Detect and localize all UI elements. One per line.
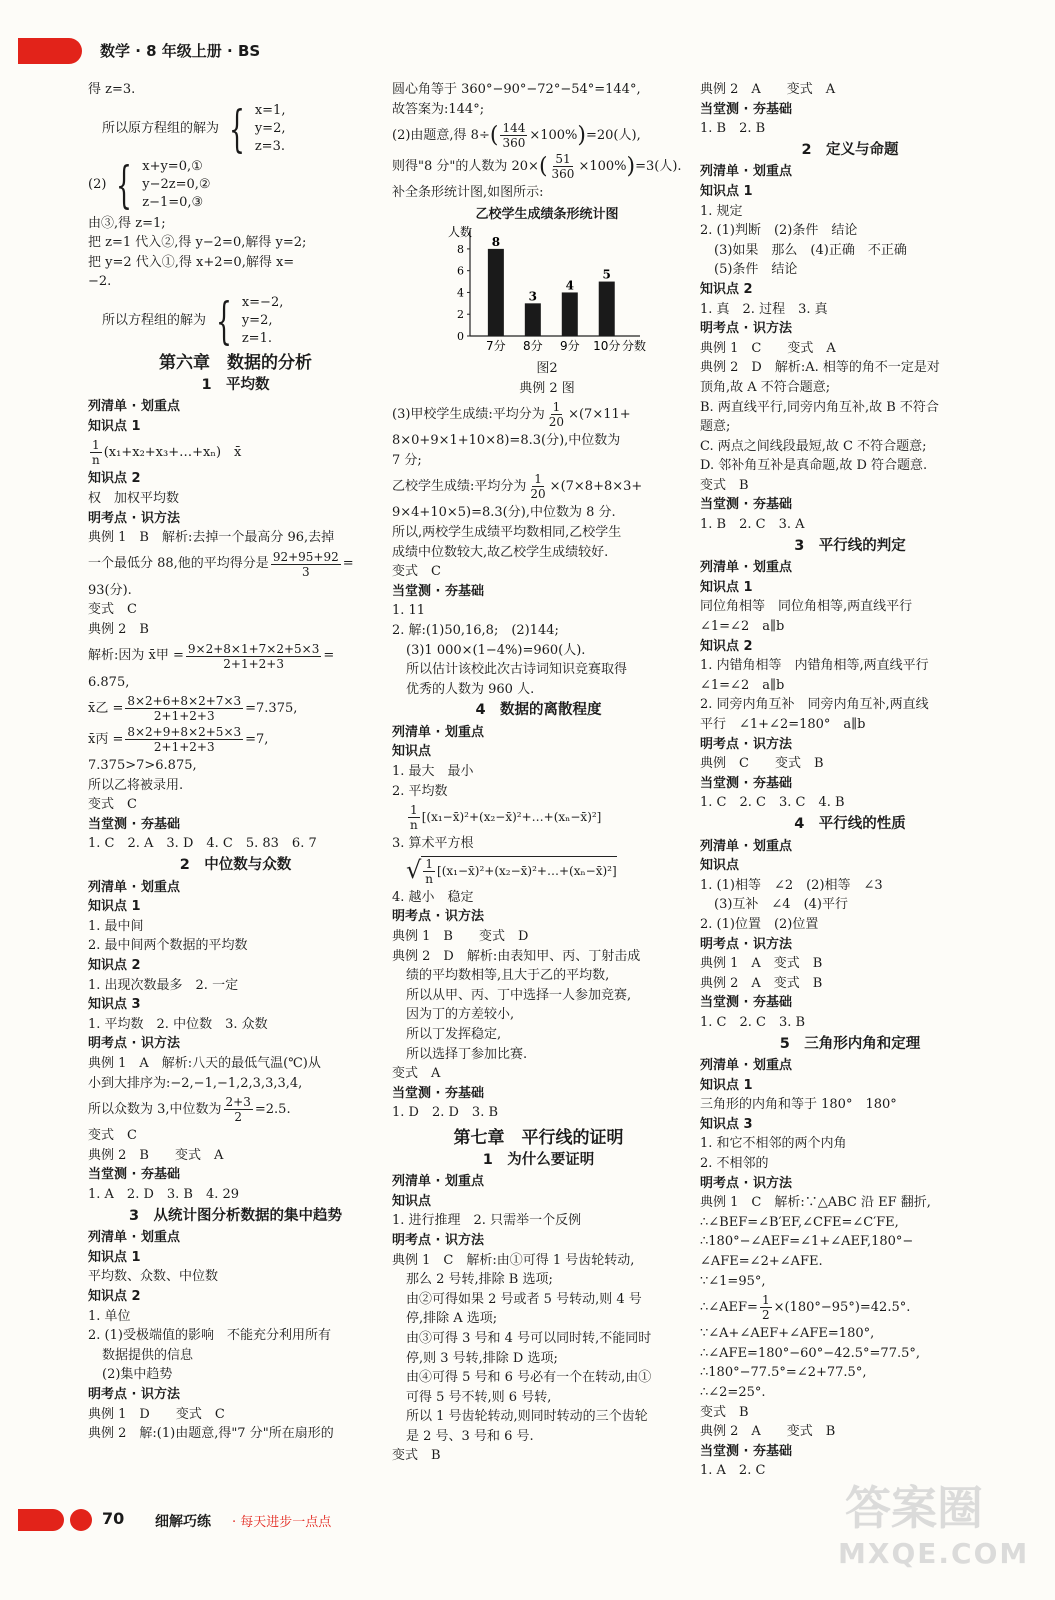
text-line: 得 z=3. xyxy=(88,82,136,97)
text-line: 同位角相等 同位角相等,两直线平行 xyxy=(700,599,913,615)
answer-line: 1. B 2. B xyxy=(700,121,766,137)
subheading: 列清单 · 划重点 xyxy=(392,1174,484,1190)
text-line: 是 2 号、3 号和 6 号. xyxy=(406,1428,534,1444)
text-line: 变式 C xyxy=(392,564,441,580)
text-line: 把 y=2 代入①,得 x+2=0,解得 x= xyxy=(88,254,295,270)
subheading: 列清单 · 划重点 xyxy=(88,399,180,415)
answer-line: 1. B 2. C 3. A xyxy=(700,517,805,533)
subheading: 知识点 2 xyxy=(88,1288,141,1304)
text-line: 1. 平均数 2. 中位数 3. 众数 xyxy=(88,1016,268,1032)
text-line: 典例 2 D 解析:A. 相等的角不一定是对 xyxy=(700,360,940,376)
text-line: 平行 ∠1+∠2=180° a∥b xyxy=(700,717,866,732)
text-line: 8×0+9×1+10×8)=8.3(分),中位数为 xyxy=(392,433,621,449)
y-tick-label: 2 xyxy=(457,308,464,322)
equation: 乙校学生成绩:平均分为 $\frac{1}{20}$ ×(7×8+8×3+ xyxy=(392,472,643,502)
text-line: 由④可得 5 号和 6 号必有一个在转动,由① xyxy=(406,1370,652,1386)
subheading: 明考点 · 识方法 xyxy=(700,736,792,752)
text-line: 典例 1 A 变式 B xyxy=(700,956,823,972)
text-line: 93(分). xyxy=(88,582,132,598)
text-line: 2. 最中间两个数据的平均数 xyxy=(88,938,248,954)
text-line: 题意; xyxy=(700,419,731,435)
text-line: 1. 最中间 xyxy=(88,918,144,934)
column-2 xyxy=(392,80,685,1466)
chart-title: 乙校学生成绩条形统计图 xyxy=(475,206,619,222)
page-number: 70 xyxy=(102,1509,125,1528)
text-line: 2. 同旁内角互补 同旁内角互补,两直线 xyxy=(700,697,929,713)
equation: 一个最低分 88,他的平均得分是 $\frac{92+95+92}{3}$ = xyxy=(88,549,354,579)
section-title: 3 从统计图分析数据的集中趋势 xyxy=(128,1207,343,1224)
text-line: ∠1=∠2 a∥b xyxy=(700,619,785,635)
x-tick-label: 8分 xyxy=(523,339,543,353)
text-line: 典例 2 A 变式 A xyxy=(700,82,836,97)
text-line: 变式 C xyxy=(88,1128,137,1144)
answer-line: 1. A 2. D 3. B 4. 29 xyxy=(88,1186,240,1202)
text-line: 典例 2 A 变式 B xyxy=(700,1424,836,1440)
bar-0 xyxy=(488,249,504,336)
text-line: 典例 C 变式 B xyxy=(700,756,824,772)
text-line: 典例 1 A 解析:八天的最低气温(℃)从 xyxy=(88,1056,321,1071)
text-line: 典例 2 D 解析:由表知甲、丙、丁射击成 xyxy=(392,948,641,964)
text-line: 所以,两校学生成绩平均数相同,乙校学生 xyxy=(392,524,622,540)
text-line: 典例 1 C 变式 A xyxy=(700,340,836,356)
section-title: 4 平行线的性质 xyxy=(794,815,906,832)
equation: (2)由题意,得 8÷ ( $\frac{144}{360}$ ×100% ) =20(人), xyxy=(392,121,641,151)
mean-formula: $\frac{1}{n}$ (x₁+x₂+x₃+…+xₙ) x̄ xyxy=(92,438,242,468)
text-line: 典例 1 B 变式 D xyxy=(392,929,529,945)
text-line: 补全条形统计图,如图所示: xyxy=(392,185,544,201)
subheading: 知识点 1 xyxy=(700,579,753,595)
text-line: 可得 5 号不转,则 6 号转, xyxy=(406,1389,552,1405)
equation: ∴∠AEF= $\frac{1}{2}$ ×(180°−95°)=42.5°. xyxy=(700,1293,911,1323)
text-line: 7.375>7>6.875, xyxy=(88,758,197,774)
text-line: 1. 单位 xyxy=(88,1308,131,1324)
text-line: ∴∠2=25°. xyxy=(700,1385,766,1400)
text-line: 由③,得 z=1; xyxy=(88,215,166,231)
text-line: 停,则 3 号转,排除 D 选项; xyxy=(406,1350,558,1366)
subheading: 列清单 · 划重点 xyxy=(700,838,792,854)
subheading: 当堂测 · 夯基础 xyxy=(88,816,180,832)
y-tick-label: 4 xyxy=(457,286,464,300)
text-line: 变式 C xyxy=(88,797,137,813)
text-line: 所以选择丁参加比赛. xyxy=(406,1046,528,1062)
text-line: 典例 1 D 变式 C xyxy=(88,1406,225,1422)
text-line: 把 z=1 代入②,得 y−2=0,解得 y=2; xyxy=(88,235,307,251)
solution-system-2: 所以方程组的解为 { x=−2, y=2, z=1. xyxy=(102,291,284,350)
subheading: 当堂测 · 夯基础 xyxy=(392,1085,484,1101)
text-line: 4. 越小 稳定 xyxy=(392,889,474,905)
text-line: 变式 C xyxy=(88,602,137,618)
subheading: 列清单 · 划重点 xyxy=(700,164,792,180)
footer-dot xyxy=(70,1509,92,1531)
bar-value-label: 8 xyxy=(491,235,501,250)
subheading: 知识点 xyxy=(392,744,432,760)
bar-value-label: 4 xyxy=(565,278,574,293)
text-line: 2. 平均数 xyxy=(392,783,448,799)
text-line: 1. 规定 xyxy=(700,203,743,219)
section-title: 1 平均数 xyxy=(201,376,270,393)
section-title: 4 数据的离散程度 xyxy=(475,702,602,719)
text-line: 2. (1)位置 (2)位置 xyxy=(700,916,819,932)
subheading: 知识点 xyxy=(700,858,740,874)
text-line: ∵∠1=95°, xyxy=(700,1273,766,1289)
figure-caption: 典例 2 图 xyxy=(519,380,575,396)
text-line: 1. 11 xyxy=(392,603,426,619)
x-axis-label: 分数 xyxy=(622,339,647,353)
text-line: 成绩中位数较大,故乙校学生成绩较好. xyxy=(392,544,609,560)
text-line: 3. 算术平方根 xyxy=(392,836,474,852)
y-axis-label: 人数 xyxy=(448,225,473,240)
text-line: 1. (1)相等 ∠2 (2)相等 ∠3 xyxy=(700,877,883,893)
text-line: 优秀的人数为 960 人. xyxy=(406,681,535,697)
equation: x̄乙 = $\frac{8\times 2+6+8\times 2+7\times 3}{2+1+2+3}$ =7.375, xyxy=(88,694,298,724)
text-line: ∴180°−∠AEF=∠1+∠AEF,180°− xyxy=(700,1234,914,1250)
subheading: 知识点 3 xyxy=(700,1116,753,1132)
footer-color-bar xyxy=(18,1509,64,1531)
text-line: 变式 B xyxy=(392,1448,441,1464)
equation: 所以众数为 3,中位数为 $\frac{2+3}{2}$ =2.5. xyxy=(88,1095,291,1125)
watermark-logo: 答案圈 xyxy=(845,1481,983,1535)
answer-line: 1. C 2. C 3. B xyxy=(700,1014,806,1030)
text-line: 三角形的内角和等于 180° 180° xyxy=(700,1097,897,1113)
text-line: D. 邻补角互补是真命题,故 D 符合题意. xyxy=(700,458,928,474)
subheading: 明考点 · 识方法 xyxy=(700,1175,792,1191)
subheading: 当堂测 · 夯基础 xyxy=(392,583,484,599)
subheading: 当堂测 · 夯基础 xyxy=(700,995,792,1011)
text-line: 6.875, xyxy=(88,674,130,690)
text-line: 2. (1)判断 (2)条件 结论 xyxy=(700,223,858,239)
page-header-title: 数学 · 8 年级上册 · BS xyxy=(100,42,261,60)
chapter-title: 第七章 平行线的证明 xyxy=(453,1127,624,1148)
text-line: 7 分; xyxy=(392,452,422,468)
equation: x̄丙 = $\frac{8\times 2+9+8\times 2+5\times 3}{2+1+2+3}$ =7, xyxy=(88,725,269,755)
header-color-bar xyxy=(18,38,82,64)
text-line: 变式 A xyxy=(392,1066,441,1082)
text-line: 所以估计该校此次古诗词知识竞赛取得 xyxy=(406,662,628,678)
solution-system-1: 所以原方程组的解为 { x=1, y=2, z=3. xyxy=(102,99,286,158)
text-line: 由②可得如果 2 号或者 5 号转动,则 4 号 xyxy=(406,1291,642,1307)
text-line: 典例 2 A 变式 B xyxy=(700,975,823,991)
bar-chart-svg xyxy=(432,224,662,352)
answer-line: 1. D 2. D 3. B xyxy=(392,1105,499,1121)
answer-line: 1. C 2. A 3. D 4. C 5. 83 6. 7 xyxy=(88,836,317,852)
bar-value-label: 3 xyxy=(528,289,538,304)
subheading: 知识点 xyxy=(392,1193,432,1209)
answer-line: 1. A 2. C xyxy=(700,1463,766,1479)
subheading: 知识点 2 xyxy=(88,958,141,974)
text-line: ∴∠BEF=∠B′EF,∠CFE=∠C′FE, xyxy=(700,1214,899,1230)
text-line: ∠1=∠2 a∥b xyxy=(700,677,785,693)
text-line: 典例 1 B 解析:去掉一个最高分 96,去掉 xyxy=(88,530,335,546)
text-line: 1. 真 2. 过程 3. 真 xyxy=(700,301,828,317)
subheading: 明考点 · 识方法 xyxy=(700,321,792,337)
subheading: 明考点 · 识方法 xyxy=(88,510,180,526)
text-line: ∵∠A+∠AEF+∠AFE=180°, xyxy=(700,1326,875,1342)
text-line: 变式 B xyxy=(700,477,749,493)
subheading: 明考点 · 识方法 xyxy=(88,1036,180,1052)
text-line: 2. 解:(1)50,16,8; (2)144; xyxy=(392,622,559,638)
text-line: 停,排除 A 选项; xyxy=(406,1311,498,1327)
text-line: 9×4+10×5)=8.3(分),中位数为 8 分. xyxy=(392,505,616,521)
equation: 则得"8 分"的人数为 20× ( $\frac{51}{360}$ ×100% ) =3(人). xyxy=(392,152,682,182)
text-line: 因为丁的方差较小, xyxy=(406,1007,515,1023)
text-line: C. 两点之间线段最短,故 C 不符合题意; xyxy=(700,438,927,454)
text-line: 圆心角等于 360°−90°−72°−54°=144°, xyxy=(392,82,641,97)
text-line: 典例 2 解:(1)由题意,得"7 分"所在扇形的 xyxy=(88,1426,334,1442)
equation: 解析:因为 x̄甲 = $\frac{9\times 2+8\times 1+7\times 2+5\times 3}{2+1+2+3}$ = xyxy=(88,641,335,671)
subheading: 列清单 · 划重点 xyxy=(392,724,484,740)
subheading: 列清单 · 划重点 xyxy=(700,1058,792,1074)
section-title: 2 定义与命题 xyxy=(801,141,899,158)
variance-formula: $\frac{1}{n}$ [(x₁−x̄)²+(x₂−x̄)²+…+(xₙ−x̄)²] xyxy=(410,803,602,833)
subheading: 知识点 2 xyxy=(700,638,753,654)
footer-brand: 细解巧练 xyxy=(155,1514,211,1530)
text-line: 所以 1 号齿轮转动,则同时转动的三个齿轮 xyxy=(406,1409,648,1425)
text-line: (3)1 000×(1−4%)=960(人). xyxy=(406,642,586,658)
text-line: 数据提供的信息 xyxy=(102,1347,194,1363)
subheading: 知识点 2 xyxy=(700,281,753,297)
column-3 xyxy=(700,80,1000,1481)
subheading: 列清单 · 划重点 xyxy=(88,879,180,895)
text-line: 1. 和它不相邻的两个内角 xyxy=(700,1136,847,1152)
text-line: (5)条件 结论 xyxy=(714,262,798,278)
text-line: 典例 1 C 解析:由①可得 1 号齿轮转动, xyxy=(392,1252,635,1268)
column-1 xyxy=(88,80,383,1444)
text-line: 典例 2 B 变式 A xyxy=(88,1147,224,1163)
bar-chart xyxy=(432,205,662,398)
subheading: 当堂测 · 夯基础 xyxy=(700,497,792,513)
text-line: 权 加权平均数 xyxy=(88,490,180,506)
subheading: 知识点 1 xyxy=(88,899,141,915)
subheading: 当堂测 · 夯基础 xyxy=(88,1167,180,1183)
subheading: 当堂测 · 夯基础 xyxy=(700,775,792,791)
text-line: ∴180°−77.5°=∠2+77.5°, xyxy=(700,1365,867,1381)
y-tick-label: 8 xyxy=(457,243,464,257)
subheading: 明考点 · 识方法 xyxy=(88,1386,180,1402)
figure-label: 图2 xyxy=(536,360,558,376)
std-dev-formula: √ $\frac{1}{n}$ [(x₁−x̄)²+(x₂−x̄)²+…+(xₙ−x̄)²] xyxy=(406,856,617,886)
x-tick-label: 10分 xyxy=(593,339,621,353)
text-line: 所以乙将被录用. xyxy=(88,777,184,793)
text-line: 1. 进行推理 2. 只需举一个反例 xyxy=(392,1213,582,1229)
section-title: 5 三角形内角和定理 xyxy=(779,1035,921,1052)
subheading: 知识点 2 xyxy=(88,471,141,487)
text-line: 由③可得 3 号和 4 号可以同时转,不能同时 xyxy=(406,1330,652,1346)
text-line: (2)集中趋势 xyxy=(102,1367,173,1383)
subheading: 当堂测 · 夯基础 xyxy=(700,1443,792,1459)
subheading: 明考点 · 识方法 xyxy=(392,909,484,925)
section-title: 3 平行线的判定 xyxy=(794,537,906,554)
text-line: 1. 出现次数最多 2. 一定 xyxy=(88,977,239,993)
text-line: 所以从甲、丙、丁中选择一人参加竞赛, xyxy=(406,987,632,1003)
equation-system-2: (2) { x+y=0,① y−2z=0,② z−1=0,③ xyxy=(88,155,211,214)
subheading: 知识点 1 xyxy=(88,418,141,434)
y-tick-label: 0 xyxy=(457,330,464,344)
equation: (3)甲校学生成绩:平均分为 $\frac{1}{20}$ ×(7×11+ xyxy=(392,400,631,430)
text-line: 故答案为:144°; xyxy=(392,101,485,117)
bar-3 xyxy=(599,282,615,336)
text-line: 那么 2 号转,排除 B 选项; xyxy=(406,1272,553,1288)
text-line: 典例 1 C 解析:∵△ABC 沿 EF 翻折, xyxy=(700,1195,931,1211)
answer-line: 1. C 2. C 3. C 4. B xyxy=(700,795,845,811)
text-line: ∠AFE=∠2+∠AFE. xyxy=(700,1254,823,1270)
text-line: 所以丁发挥稳定, xyxy=(406,1027,502,1042)
text-line: 平均数、众数、中位数 xyxy=(88,1269,219,1285)
subheading: 知识点 1 xyxy=(700,183,753,199)
text-line: ∴∠AFE=180°−60°−42.5°=77.5°, xyxy=(700,1345,921,1361)
chapter-title: 第六章 数据的分析 xyxy=(159,352,312,373)
subheading: 知识点 1 xyxy=(88,1249,141,1265)
text-line: 变式 B xyxy=(700,1404,749,1420)
bar-1 xyxy=(525,304,541,337)
section-title: 2 中位数与众数 xyxy=(179,857,292,874)
y-tick-label: 6 xyxy=(457,265,464,279)
text-line: 绩的平均数相等,且大于乙的平均数, xyxy=(406,968,610,984)
footer-slogan: · 每天进步一点点 xyxy=(232,1515,332,1530)
x-tick-label: 7分 xyxy=(486,339,506,353)
section-title: 1 为什么要证明 xyxy=(482,1151,595,1168)
text-line: 典例 2 B xyxy=(88,621,149,637)
watermark-site: MXQE.COM xyxy=(838,1537,1030,1570)
text-line: (3)互补 ∠4 (4)平行 xyxy=(714,897,848,913)
text-line: 2. (1)受极端值的影响 不能充分利用所有 xyxy=(88,1328,331,1344)
text-line: 顶角,故 A 不符合题意; xyxy=(700,379,831,395)
subheading: 当堂测 · 夯基础 xyxy=(700,101,792,117)
text-line: 小到大排序为:−2,−1,−1,2,3,3,3,4, xyxy=(88,1075,303,1091)
subheading: 明考点 · 识方法 xyxy=(700,936,792,952)
subheading: 列清单 · 划重点 xyxy=(700,560,792,576)
text-line: 2. 不相邻的 xyxy=(700,1156,769,1172)
text-line: −2. xyxy=(88,274,112,290)
text-line: 1. 内错角相等 内错角相等,两直线平行 xyxy=(700,658,929,674)
text-line: B. 两直线平行,同旁内角互补,故 B 不符合 xyxy=(700,399,939,415)
subheading: 知识点 1 xyxy=(700,1077,753,1093)
x-tick-label: 9分 xyxy=(559,339,580,353)
text-line: 1. 最大 最小 xyxy=(392,764,474,780)
bar-value-label: 5 xyxy=(602,267,611,282)
subheading: 列清单 · 划重点 xyxy=(88,1230,180,1246)
bar-2 xyxy=(562,293,578,337)
text-line: (3)如果 那么 (4)正确 不正确 xyxy=(714,242,907,258)
subheading: 明考点 · 识方法 xyxy=(392,1232,484,1248)
subheading: 知识点 3 xyxy=(88,997,141,1013)
